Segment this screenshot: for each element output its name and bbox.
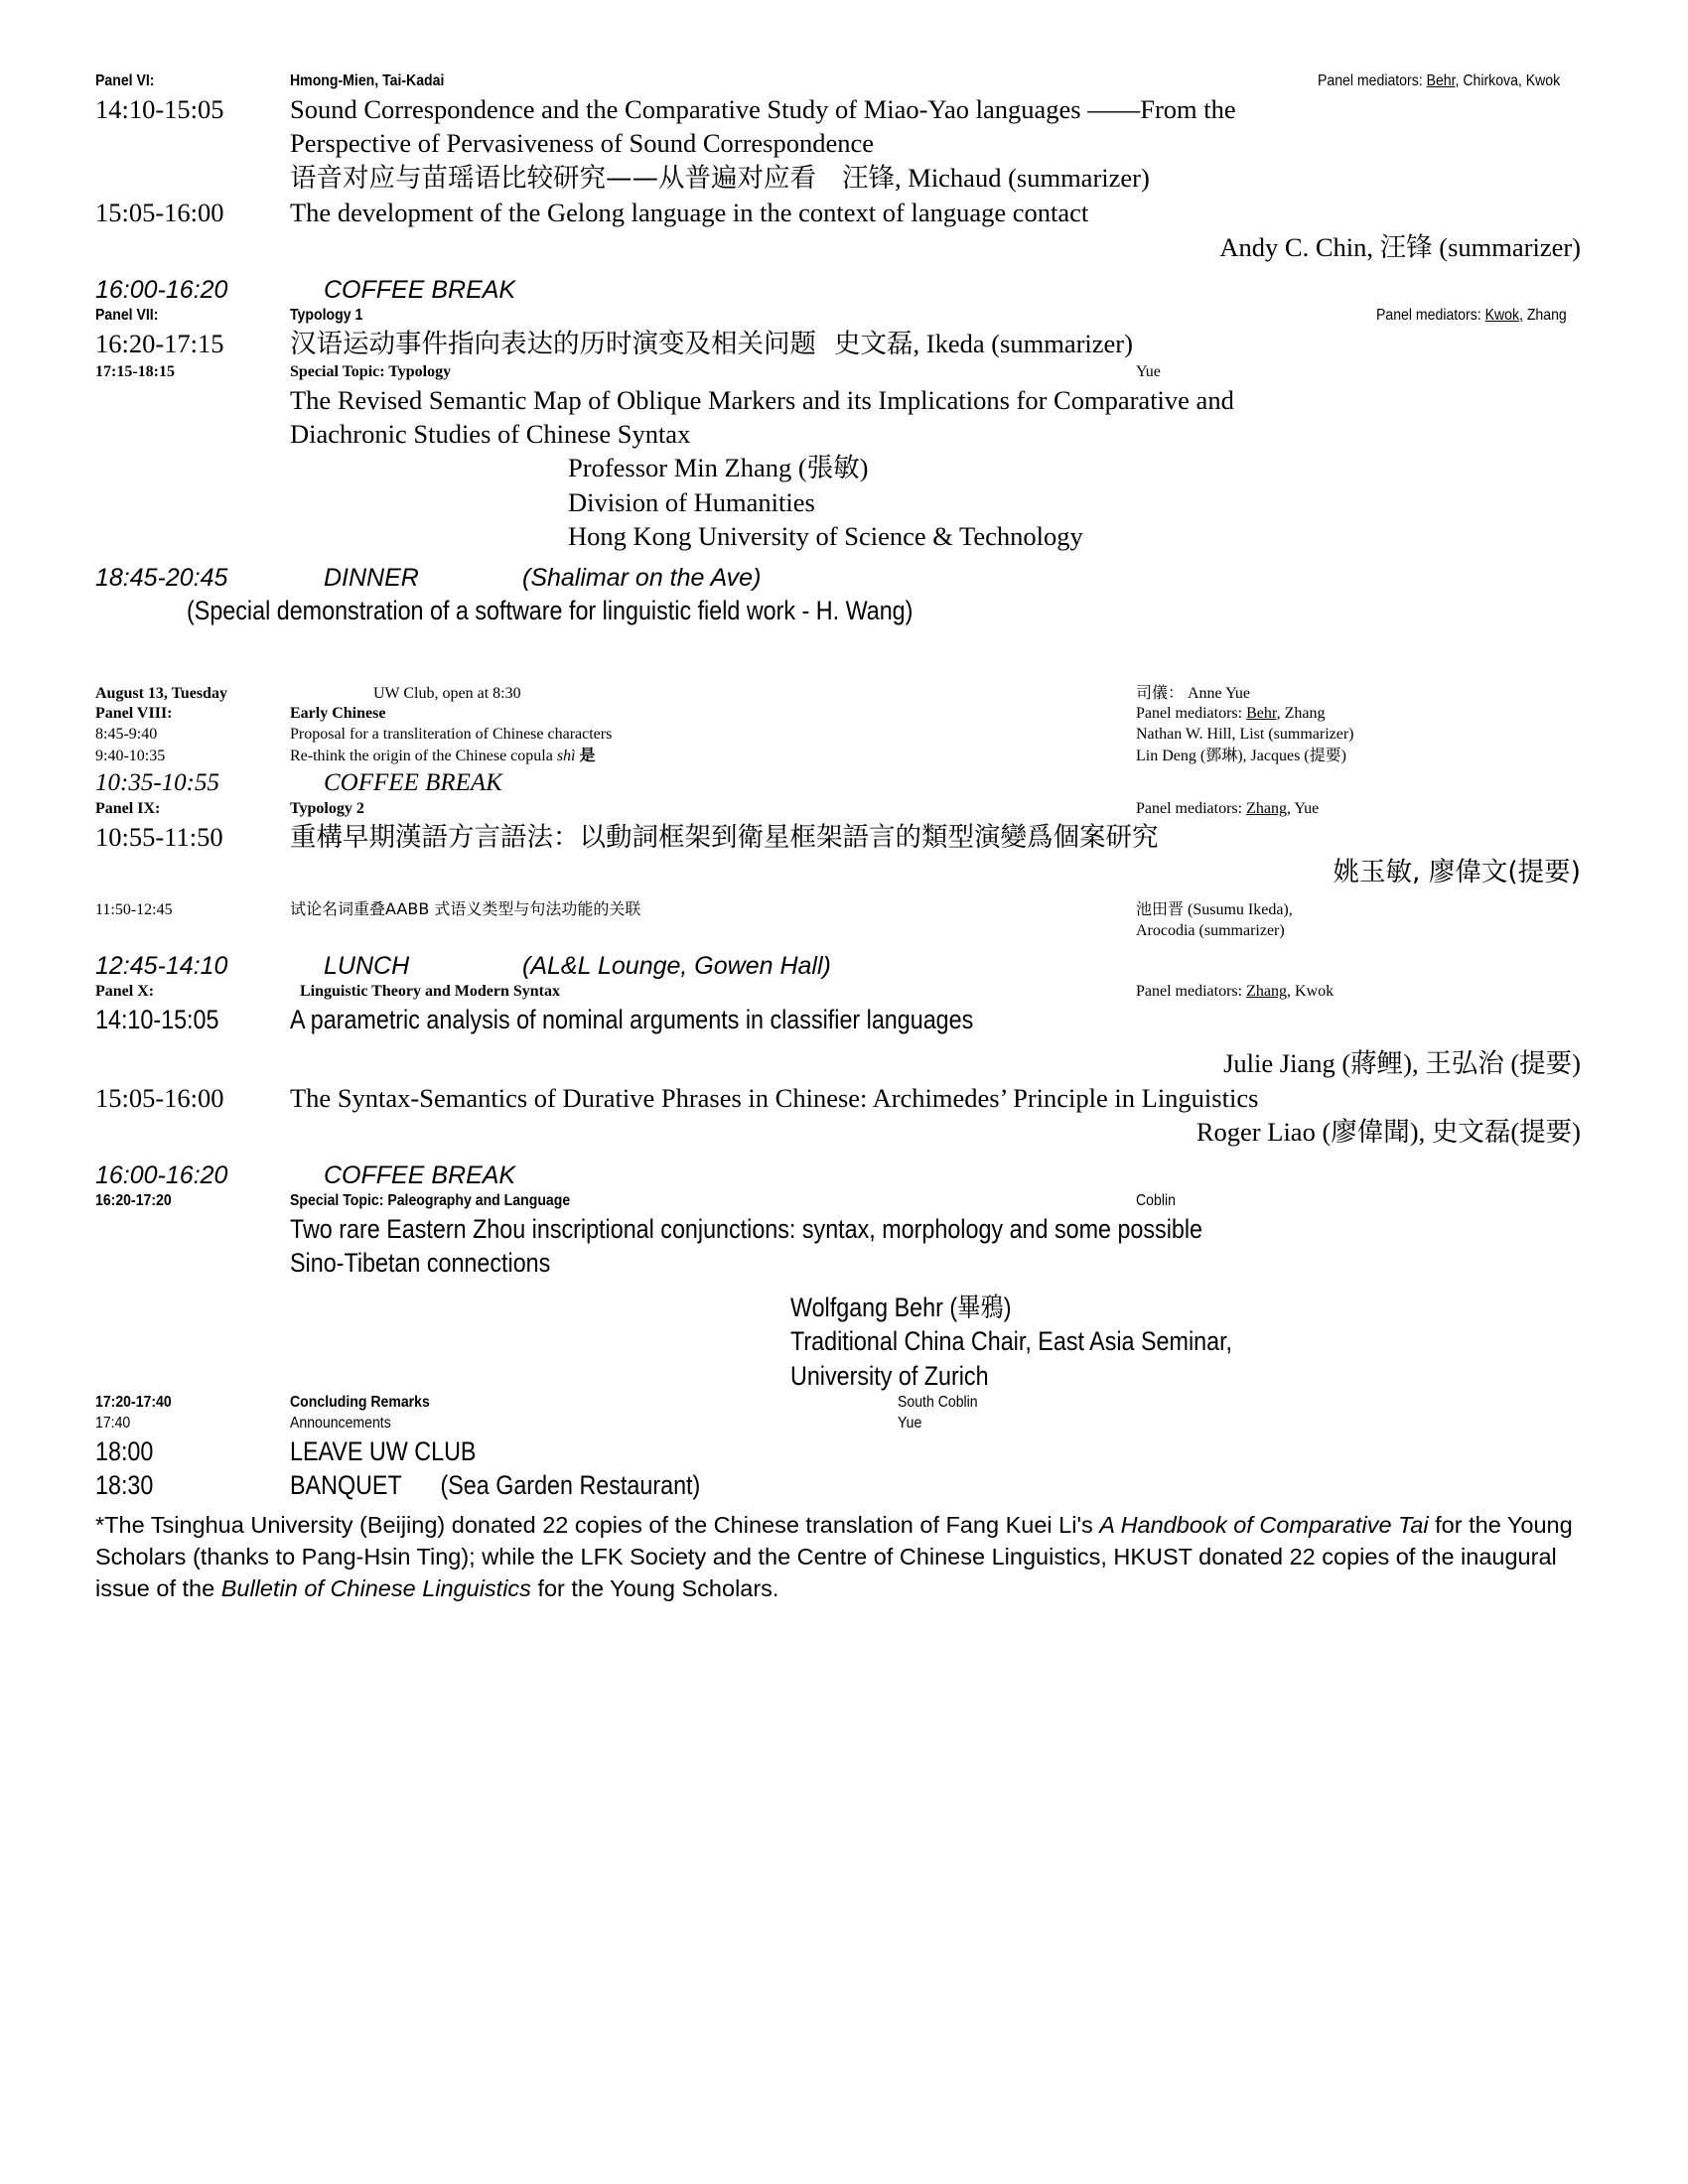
mediators-prefix: Panel mediators:: [1136, 800, 1247, 818]
panel-x-title: Linguistic Theory and Modern Syntax: [300, 983, 560, 1001]
special-topic-time: 16:20-17:20: [95, 1192, 172, 1210]
session-time: 14:10-15:05: [95, 93, 224, 124]
session-row: [95, 746, 1593, 767]
coffee-break-row: [95, 767, 1593, 800]
panel-vi-mediators: [1318, 71, 1560, 92]
session-title-pre: Re-think the origin of the Chinese copula: [290, 748, 557, 765]
session-title-cn: 重構早期漢語方言語法：以動詞框架到衛星框架語言的類型演變爲個案研究: [290, 822, 1159, 854]
session-presenters: Roger Liao (廖偉聞), 史文磊(提要): [1196, 1117, 1581, 1148]
special-topic-chair: Coblin: [1136, 1192, 1176, 1210]
day-host: 司儀： Anne Yue: [1136, 684, 1250, 702]
footnote-italic-title-1: A Handbook of Comparative Tai: [1099, 1511, 1429, 1538]
session-presenters: 姚玉敏, 廖偉文(提要): [1333, 856, 1581, 887]
talk-line: [95, 1246, 1593, 1280]
announcements-row: [95, 1414, 1593, 1434]
session-title-cn: 试论名词重叠AABB 式语义类型与句法功能的关联: [290, 899, 641, 918]
panel-heading-row: [95, 71, 1593, 92]
session-time: 9:40-10:35: [95, 748, 166, 765]
session-row-cont: [95, 921, 1593, 942]
break-time: 16:00-16:20: [95, 275, 228, 304]
footnote-italic-title-2: Bulletin of Chinese Linguistics: [220, 1575, 531, 1602]
concluding-remarks-row: [95, 1393, 1593, 1414]
session-presenters-2: Arocodia (summarizer): [1136, 921, 1285, 939]
panel-heading-row: [95, 704, 1593, 725]
lunch-venue: (AL&L Lounge, Gowen Hall): [522, 951, 831, 980]
footnote-part3: for the Young Scholars.: [530, 1575, 779, 1602]
session-time: 14:10-15:05: [95, 1004, 219, 1034]
mediator-underlined: Behr: [1246, 705, 1277, 723]
panel-viii-label: Panel VIII:: [95, 705, 173, 723]
break-label: COFFEE BREAK: [324, 768, 502, 796]
session-title: Proposal for a transliteration of Chinese characters: [290, 726, 613, 744]
lunch-row: [95, 950, 1593, 983]
session-time: 10:55-11:50: [95, 822, 223, 853]
mediators-rest: , Chirkova, Kwok: [1455, 72, 1560, 89]
mediator-underlined: Zhang: [1246, 983, 1287, 1001]
session-presenters: Nathan W. Hill, List (summarizer): [1136, 726, 1354, 744]
session-row: [95, 196, 1593, 229]
panel-ix-mediators: [1136, 799, 1593, 820]
session-time: 15:05-16:00: [95, 1082, 224, 1113]
dinner-row: [95, 562, 1593, 595]
session-time: 8:45-9:40: [95, 726, 158, 744]
speaker-affiliation-1: Division of Humanities: [568, 486, 815, 517]
mediators-rest: , Yue: [1286, 800, 1320, 818]
talk-line: [95, 383, 1593, 417]
leave-label: LEAVE UW CLUB: [290, 1435, 477, 1466]
mediator-underlined: Behr: [1426, 72, 1456, 89]
day-venue: UW Club, open at 8:30: [373, 684, 521, 702]
session-presenters: 史文磊, Ikeda (summarizer): [834, 329, 1133, 359]
speaker-name: Wolfgang Behr (畢鴉): [790, 1292, 1012, 1322]
announcements-time: 17:40: [95, 1414, 131, 1432]
panel-vii-title: Typology 1: [290, 307, 363, 325]
banquet-venue: (Sea Garden Restaurant): [440, 1470, 701, 1501]
session-title-line1: Sound Correspondence and the Comparative Study of Miao-Yao languages ——From the: [290, 93, 1236, 124]
panel-vi-label: Panel VI:: [95, 72, 155, 89]
session-presenters: Julie Jiang (蔣鲤), 王弘治 (提要): [1223, 1048, 1581, 1079]
session-title-cn-wrap: [290, 161, 1593, 196]
break-time: 10:35-10:55: [95, 768, 219, 796]
session-row: [95, 327, 1593, 361]
panel-heading-row: [95, 982, 1593, 1003]
panel-viii-mediators: [1136, 704, 1593, 725]
dinner-note: (Special demonstration of a software for linguistic field work - H. Wang): [187, 596, 914, 626]
session-row-cont: [95, 126, 1593, 160]
panel-vii-label: Panel VII:: [95, 307, 159, 325]
talk-title-line2: Sino-Tibetan connections: [290, 1248, 551, 1279]
session-title: A parametric analysis of nominal arguments in classifier languages: [290, 1004, 974, 1034]
lunch-time: 12:45-14:10: [95, 951, 228, 980]
speaker-name: Professor Min Zhang (張敏): [568, 453, 869, 483]
coffee-break-row: [95, 1160, 1593, 1192]
special-topic-time: 17:15-18:15: [95, 362, 175, 380]
break-time: 16:00-16:20: [95, 1160, 228, 1189]
session-row: [95, 1003, 1593, 1036]
speaker-affiliation-2: Hong Kong University of Science & Technology: [568, 521, 1083, 552]
session-presenters-1: 池田晋 (Susumu Ikeda),: [1136, 901, 1293, 918]
mediator-underlined: Kwok,: [1484, 307, 1524, 325]
session-row: [95, 1081, 1593, 1115]
session-title: The Syntax-Semantics of Durative Phrases in Chinese: Archimedes’ Principle in Linguistics: [290, 1082, 1259, 1113]
concluding-label: Concluding Remarks: [290, 1394, 430, 1412]
mediators-prefix: Panel mediators:: [1317, 72, 1427, 89]
special-topic-title: Special Topic: Paleography and Language: [290, 1192, 571, 1210]
talk-title-line1: The Revised Semantic Map of Oblique Markers and its Implications for Comparative and: [290, 384, 1234, 415]
footnote: [95, 1509, 1593, 1605]
concluding-person: South Coblin: [898, 1394, 978, 1412]
session-time: 11:50-12:45: [95, 901, 173, 918]
session-presenters: Lin Deng (鄧琳), Jacques (提要): [1136, 748, 1346, 765]
session-title: [290, 746, 1136, 767]
special-topic-title: Special Topic: Typology: [290, 362, 452, 380]
panel-heading-row: [95, 306, 1593, 327]
mediators-rest: , Kwok: [1286, 983, 1335, 1001]
break-label: COFFEE BREAK: [324, 1160, 516, 1189]
talk-line: [95, 417, 1593, 451]
talk-title-line2: Diachronic Studies of Chinese Syntax: [290, 418, 691, 449]
session-content: [290, 327, 1593, 361]
mediator-underlined: Zhang: [1246, 800, 1287, 818]
announcements-label: Announcements: [290, 1414, 391, 1432]
special-topic-row: [95, 1191, 1593, 1212]
session-time: 16:20-17:15: [95, 329, 224, 359]
session-presenters: Andy C. Chin, 汪锋 (summarizer): [1219, 231, 1581, 262]
leave-row: [95, 1434, 1593, 1468]
session-title-cn: 是: [579, 746, 596, 765]
banquet-time: 18:30: [95, 1470, 154, 1501]
banquet-row: [95, 1468, 1593, 1502]
panel-vi-title: Hmong-Mien, Tai-Kadai: [290, 72, 445, 89]
footnote-part2: for the Young Scholars (thanks to Pang-Hsin Ting); while the LFK Society and the Centre of Chinese Linguistics, HKUST donated 22 copies of the inaugural issue of the: [95, 1511, 1573, 1602]
session-row: [95, 820, 1593, 855]
footnote-part1: *The Tsinghua University (Beijing) donated 22 copies of the Chinese translation of Fang Kuei Li's: [95, 1511, 1100, 1538]
talk-title-line1: Two rare Eastern Zhou inscriptional conjunctions: syntax, morphology and some possible: [290, 1213, 1203, 1244]
session-title-italic: shì: [556, 748, 576, 765]
session-presenters: 汪锋, Michaud (summarizer): [842, 162, 1150, 193]
panel-x-label: Panel X:: [95, 983, 155, 1001]
session-row: [95, 725, 1593, 746]
session-row: [95, 899, 1593, 921]
speaker-affiliation-1: Traditional China Chair, East Asia Seminar,: [790, 1326, 1233, 1357]
session-title: The development of the Gelong language in the context of language contact: [290, 198, 1089, 228]
banquet-content: [290, 1468, 1437, 1502]
leave-time: 18:00: [95, 1435, 154, 1466]
session-title-cn: 语音对应与苗瑶语比较研究——从普遍对应看: [290, 162, 816, 194]
panel-x-mediators: [1136, 982, 1593, 1003]
mediators-rest: Zhang: [1523, 307, 1567, 325]
announcements-person: Yue: [898, 1414, 922, 1432]
day-header-row: [95, 684, 1593, 705]
mediators-rest: , Zhang: [1276, 705, 1326, 723]
panel-ix-label: Panel IX:: [95, 800, 161, 818]
special-topic-chair: Yue: [1136, 362, 1161, 380]
mediators-prefix: Panel mediators:: [1376, 307, 1485, 325]
mediators-prefix: Panel mediators:: [1136, 983, 1247, 1001]
session-title-cn: 汉语运动事件指向表达的历时演变及相关问题: [290, 329, 816, 360]
day-date: August 13, Tuesday: [95, 684, 227, 702]
panel-ix-title: Typology 2: [290, 800, 364, 818]
lunch-label: LUNCH: [324, 951, 410, 980]
banquet-label: BANQUET: [290, 1470, 402, 1501]
dinner-venue: (Shalimar on the Ave): [522, 563, 762, 592]
session-time: 15:05-16:00: [95, 198, 224, 228]
break-label: COFFEE BREAK: [324, 275, 516, 304]
session-row: [95, 92, 1593, 126]
talk-line: [95, 1212, 1593, 1246]
panel-heading-row: [95, 799, 1593, 820]
panel-viii-title: Early Chinese: [290, 705, 386, 723]
dinner-label: DINNER: [324, 563, 419, 592]
panel-vii-mediators: [1376, 306, 1567, 327]
concluding-time: 17:20-17:40: [95, 1394, 172, 1412]
mediators-prefix: Panel mediators:: [1136, 705, 1247, 723]
coffee-break-row: [95, 274, 1593, 307]
dinner-time: 18:45-20:45: [95, 563, 228, 592]
speaker-affiliation-2: University of Zurich: [790, 1360, 989, 1391]
session-row-cn: [95, 161, 1593, 196]
session-title-line2: Perspective of Pervasiveness of Sound Correspondence: [290, 128, 875, 159]
special-topic-row: [95, 362, 1593, 383]
